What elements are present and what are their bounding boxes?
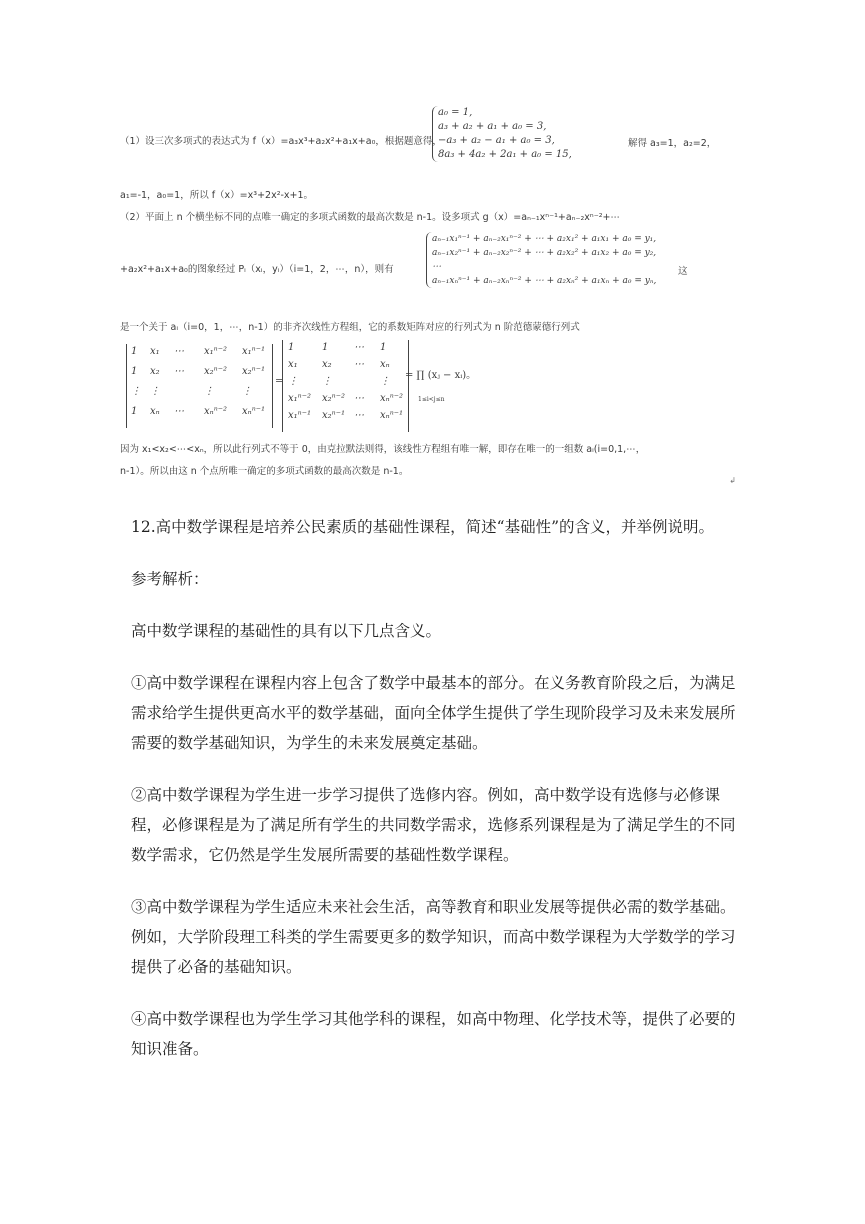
- det-cell: x₂ⁿ⁻¹: [322, 410, 345, 421]
- system1-eq: a₀ = 1,: [438, 107, 473, 118]
- scan-line-6: 因为 x₁<x₂<⋯<xₙ，所以此行列式不等于 0，由克拉默法则得，该线性方程组有唯一解，即存在唯一的一组数 aᵢ(i=0,1,⋯，: [120, 444, 646, 455]
- det-cell: x₂: [150, 366, 160, 377]
- equals-sign: =: [275, 376, 284, 387]
- system1-eq: a₃ + a₂ + a₁ + a₀ = 3,: [438, 121, 547, 132]
- answer-body: [131, 512, 741, 1086]
- det-cell: ⋯: [354, 393, 364, 404]
- system2-eq: ⋯: [432, 262, 441, 272]
- scan-line-2: a₁=-1，a₀=1，所以 f（x）=x³+2x²-x+1。: [120, 190, 314, 201]
- question-12: 12.高中数学课程是培养公民素质的基础性课程，简述“基础性”的含义，并举例说明。: [131, 518, 715, 536]
- det-cell: x₁ⁿ⁻²: [288, 393, 311, 404]
- answer-intro: 高中数学课程的基础性的具有以下几点含义。: [131, 622, 442, 640]
- system2-eq: aₙ₋₁x₁ⁿ⁻¹ + aₙ₋₂x₁ⁿ⁻² + ⋯ + a₂x₁² + a₁x₁ + a₀ = y₁,: [432, 234, 657, 244]
- answer-label: 参考解析：: [131, 570, 209, 588]
- scan-line-1: （1）设三次多项式的表达式为 f（x）=a₃x³+a₂x²+a₁x+a₀，根据题意得，: [120, 136, 442, 147]
- det-cell: x₁: [288, 359, 298, 370]
- answer-point-3: ③高中数学课程为学生适应未来社会生活，高等教育和职业发展等提供必需的数学基础。例如，大学阶段理工科类的学生需要更多的数学知识，而高中数学课程为大学数学的学习提供了必备的基础知识。: [131, 898, 736, 976]
- vandermonde-det-left: [126, 344, 276, 428]
- det-cell: 1: [380, 342, 387, 353]
- det-cell: 1: [288, 342, 295, 353]
- det-cell: x₂: [322, 359, 332, 370]
- det-cell: ⋯: [174, 406, 184, 417]
- det-cell: xₙⁿ⁻²: [380, 393, 404, 404]
- det-cell: ⋮: [380, 376, 390, 387]
- scan-line-5: 是一个关于 aᵢ（i=0，1，⋯，n-1）的非齐次线性方程组，它的系数矩阵对应的行列式为 n 阶范德蒙德行列式: [120, 322, 580, 333]
- det-cell: x₁ⁿ⁻¹: [288, 410, 311, 421]
- det-cell: ⋯: [354, 342, 364, 353]
- det-cell: 1: [322, 342, 329, 353]
- det-cell: xₙ: [380, 359, 390, 370]
- det-cell: ⋮: [242, 386, 252, 397]
- det-cell: ⋮: [204, 386, 214, 397]
- det-cell: xₙⁿ⁻¹: [380, 410, 404, 421]
- solve-text: 解得 a₃=1，a₂=2，: [628, 138, 717, 149]
- det-cell: ⋯: [354, 410, 364, 421]
- det-cell: x₁ⁿ⁻²: [204, 346, 227, 357]
- det-bar: [126, 344, 127, 428]
- det-bar: [408, 340, 409, 432]
- scan-line-3: （2）平面上 n 个横坐标不同的点唯一确定的多项式函数的最高次数是 n-1。设多项式 g（x）=aₙ₋₁xⁿ⁻¹+aₙ₋₂xⁿ⁻²+⋯: [120, 212, 620, 223]
- product-formula: [405, 370, 476, 383]
- det-cell: xₙ: [150, 406, 160, 417]
- answer-point-2: ②高中数学课程为学生进一步学习提供了选修内容。例如，高中数学设有选修与必修课程，必修课程是为了满足所有学生的共同数学需求，选修系列课程是为了满足学生的不同数学需求，它仍然是学生发展所需要的基础性数学课程。: [131, 786, 736, 864]
- det-cell: 1: [131, 366, 138, 377]
- det-cell: ⋮: [150, 386, 160, 397]
- det-cell: ⋮: [288, 376, 298, 387]
- det-bar: [272, 344, 273, 428]
- det-cell: xₙⁿ⁻²: [204, 406, 228, 417]
- corner-mark: ↲: [729, 476, 736, 485]
- system1-eq: −a₃ + a₂ − a₁ + a₀ = 3,: [438, 135, 555, 146]
- det-cell: 1: [131, 346, 138, 357]
- answer-point-1: ①高中数学课程在课程内容上包含了数学中最基本的部分。在义务教育阶段之后，为满足需求给学生提供更高水平的数学基础，面向全体学生提供了学生现阶段学习及未来发展所需要的数学基础知识，为学生的未来发展奠定基础。: [131, 674, 736, 752]
- equation-system-1: [432, 106, 572, 162]
- det-cell: ⋮: [322, 376, 332, 387]
- product-expression: = ∏ (xⱼ − xᵢ)。: [405, 370, 477, 381]
- system2-eq: aₙ₋₁x₂ⁿ⁻¹ + aₙ₋₂x₂ⁿ⁻² + ⋯ + a₂x₂² + a₁x₂ + a₀ = y₂,: [432, 248, 657, 258]
- answer-point-4: ④高中数学课程也为学生学习其他学科的课程，如高中物理、化学技术等，提供了必要的知识准备。: [131, 1010, 736, 1058]
- scan-line-7: n-1）。所以由这 n 个点所唯一确定的多项式函数的最高次数是 n-1。: [120, 466, 409, 477]
- det-cell: ⋯: [354, 359, 364, 370]
- system2-eq: aₙ₋₁xₙⁿ⁻¹ + aₙ₋₂xₙⁿ⁻² + ⋯ + a₂xₙ² + a₁xₙ + a₀ = yₙ,: [432, 276, 657, 286]
- product-subscript: 1≤i<j≤n: [418, 396, 445, 403]
- det-cell: ⋮: [131, 386, 141, 397]
- equation-system-2: [426, 232, 656, 288]
- det-cell: ⋯: [174, 366, 184, 377]
- vandermonde-det-right: [282, 340, 412, 432]
- det-cell: ⋯: [174, 346, 184, 357]
- det-cell: xₙⁿ⁻¹: [242, 406, 266, 417]
- det-cell: x₁: [150, 346, 160, 357]
- det-cell: 1: [131, 406, 138, 417]
- scan-line-4: +a₂x²+a₁x+a₀的图象经过 Pᵢ（xᵢ，yᵢ）（i=1，2，⋯，n），则有: [120, 264, 394, 275]
- solution-scan-image: [120, 100, 736, 492]
- zhe-char: 这: [678, 266, 688, 277]
- det-cell: x₂ⁿ⁻¹: [242, 366, 265, 377]
- det-cell: x₂ⁿ⁻²: [204, 366, 227, 377]
- det-cell: x₁ⁿ⁻¹: [242, 346, 265, 357]
- system1-eq: 8a₃ + 4a₂ + 2a₁ + a₀ = 15,: [438, 149, 572, 160]
- det-cell: x₂ⁿ⁻²: [322, 393, 345, 404]
